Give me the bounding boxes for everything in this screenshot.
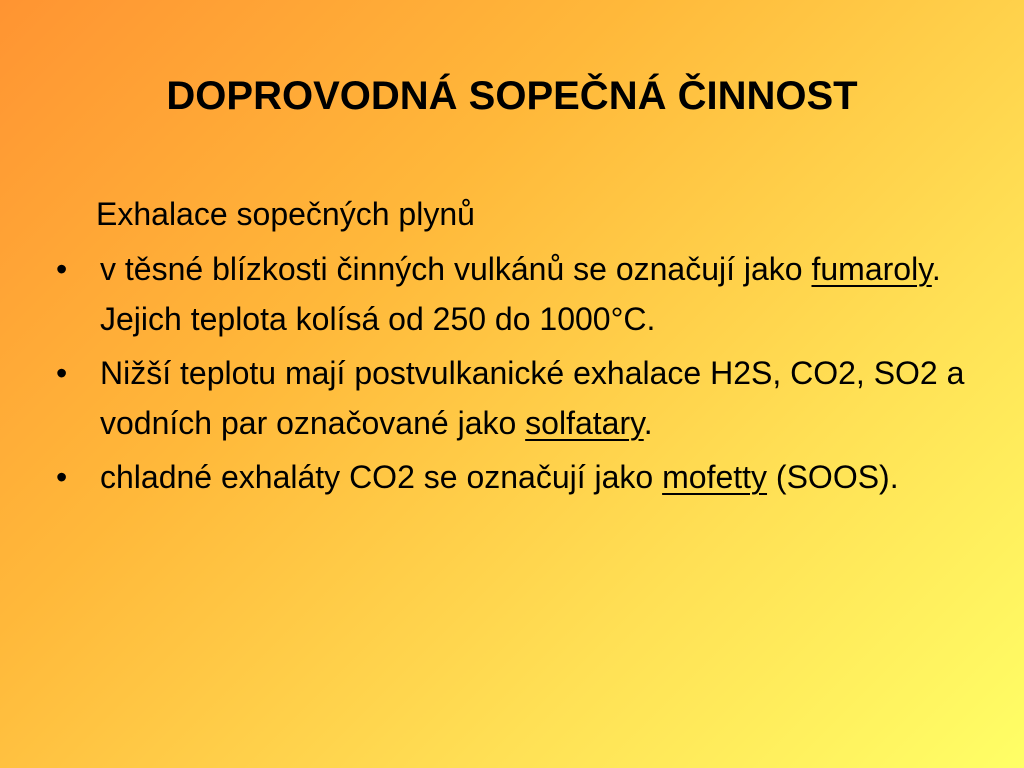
bullet-text: chladné exhaláty CO2 se označují jako: [100, 459, 663, 495]
bullet-text: v těsné blízkosti činných vulkánů se označují jako: [100, 251, 812, 287]
bullet-icon: •: [56, 459, 68, 495]
bullet-item-fumaroly: [56, 244, 976, 344]
bullet-icon: •: [56, 355, 68, 391]
bullet-item-mofetty: [56, 452, 976, 502]
bullet-list: [56, 244, 976, 506]
term-solfatary: solfatary: [525, 405, 644, 441]
bullet-text-tail: . Jejich teplota kolísá od 250 do 1000°C.: [100, 251, 941, 337]
slide-title: DOPROVODNÁ SOPEČNÁ ČINNOST: [166, 74, 858, 118]
slide-subheading: Exhalace sopečných plynů: [96, 196, 475, 232]
term-fumaroly: fumaroly: [811, 251, 932, 287]
bullet-text: Nižší teplotu mají postvulkanické exhalace H2S, CO2, SO2 a vodních par označované jako: [100, 355, 965, 441]
bullet-icon: •: [56, 251, 68, 287]
bullet-item-solfatary: [56, 348, 976, 448]
bullet-text-tail: .: [643, 405, 653, 441]
term-mofetty: mofetty: [662, 459, 768, 495]
bullet-text-tail: (SOOS).: [767, 459, 899, 495]
